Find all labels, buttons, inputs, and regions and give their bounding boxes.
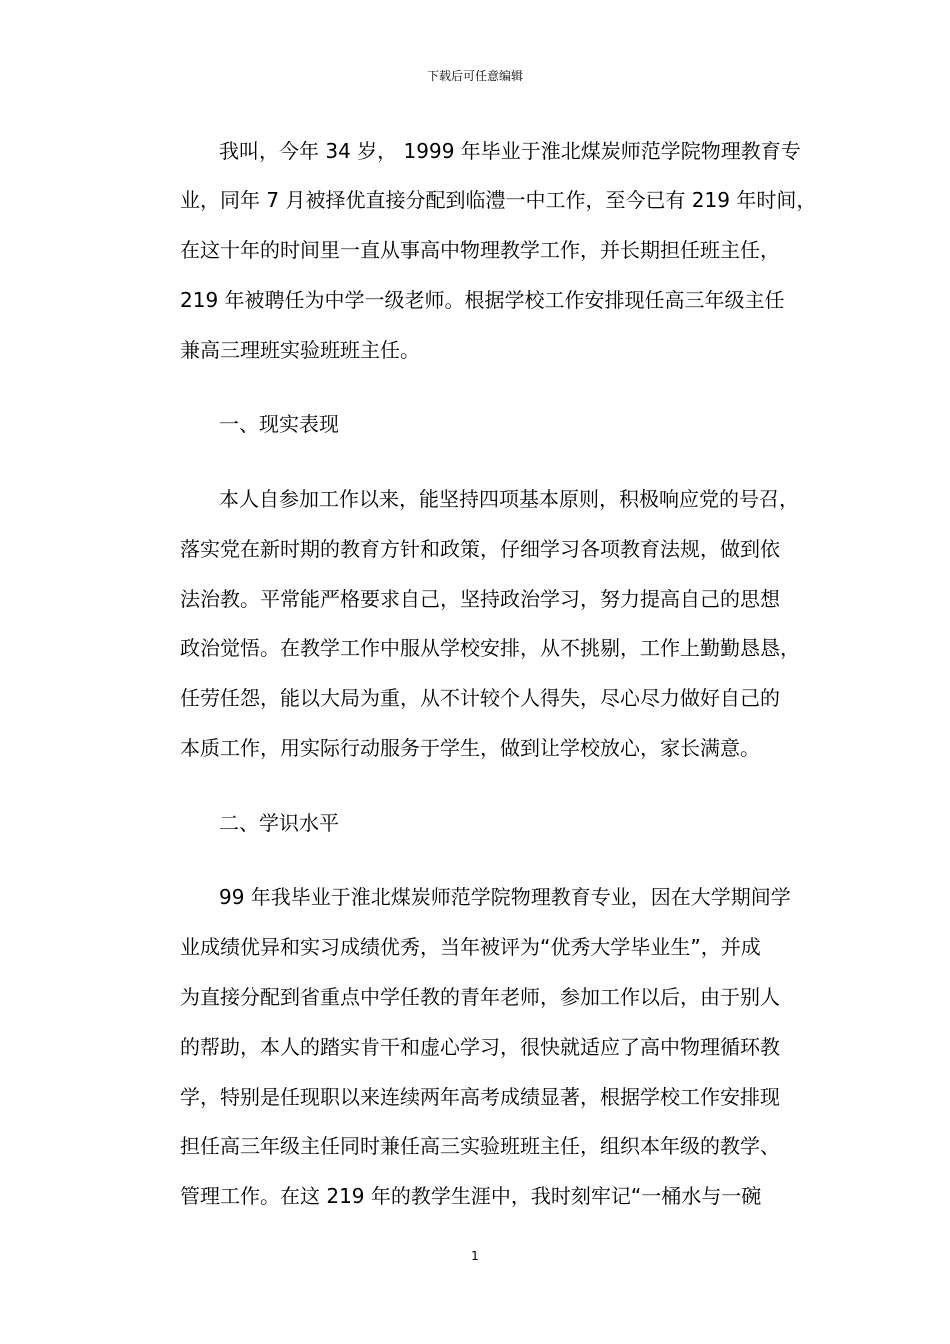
page-header-note: 下载后可任意编辑: [426, 69, 523, 83]
text-line: 在这十年的时间里一直从事高中物理教学工作，并长期担任班主任，: [180, 238, 780, 262]
section-heading-knowledge: 二、学识水平: [219, 811, 339, 835]
text-line: 我叫，今年 34 岁， 1999 年毕业于淮北煤炭师范学院物理教育专: [219, 139, 801, 163]
text-line: 兼高三理班实验班班主任。: [180, 338, 420, 362]
section-heading-performance: 一、现实表现: [219, 412, 339, 436]
text-line: 为直接分配到省重点中学任教的青年老师，参加工作以后，由于别人: [180, 985, 780, 1009]
text-line: 219 年被聘任为中学一级老师。根据学校工作安排现任高三年级主任: [180, 288, 785, 312]
page-number: 1: [471, 1249, 479, 1263]
text-line: 业，同年 7 月被择优直接分配到临澧一中工作，至今已有 219 年时间，: [180, 188, 817, 212]
text-line: 任劳任怨，能以大局为重，从不计较个人得失，尽心尽力做好自己的: [180, 686, 780, 710]
text-line: 学，特别是任现职以来连续两年高考成绩显著，根据学校工作安排现: [180, 1085, 780, 1109]
text-line: 的帮助，本人的踏实肯干和虚心学习，很快就适应了高中物理循环教: [180, 1035, 780, 1059]
text-line: 业成绩优异和实习成绩优秀，当年被评为“优秀大学毕业生”，并成: [180, 935, 761, 959]
text-line: 政治觉悟。在教学工作中服从学校安排，从不挑剔，工作上勤勤恳恳，: [180, 636, 800, 660]
text-line: 本人自参加工作以来，能坚持四项基本原则，积极响应党的号召，: [219, 487, 799, 511]
text-line: 管理工作。在这 219 年的教学生涯中，我时刻牢记“一桶水与一碗: [180, 1184, 762, 1208]
text-line: 担任高三年级主任同时兼任高三实验班班主任，组织本年级的教学、: [180, 1134, 780, 1158]
text-line: 落实党在新时期的教育方针和政策，仔细学习各项教育法规，做到依: [180, 537, 780, 561]
text-line: 法治教。平常能严格要求自己，坚持政治学习，努力提高自己的思想: [180, 587, 780, 611]
text-line: 本质工作，用实际行动服务于学生，做到让学校放心，家长满意。: [180, 736, 760, 760]
text-line: 99 年我毕业于淮北煤炭师范学院物理教育专业，因在大学期间学: [219, 885, 791, 909]
